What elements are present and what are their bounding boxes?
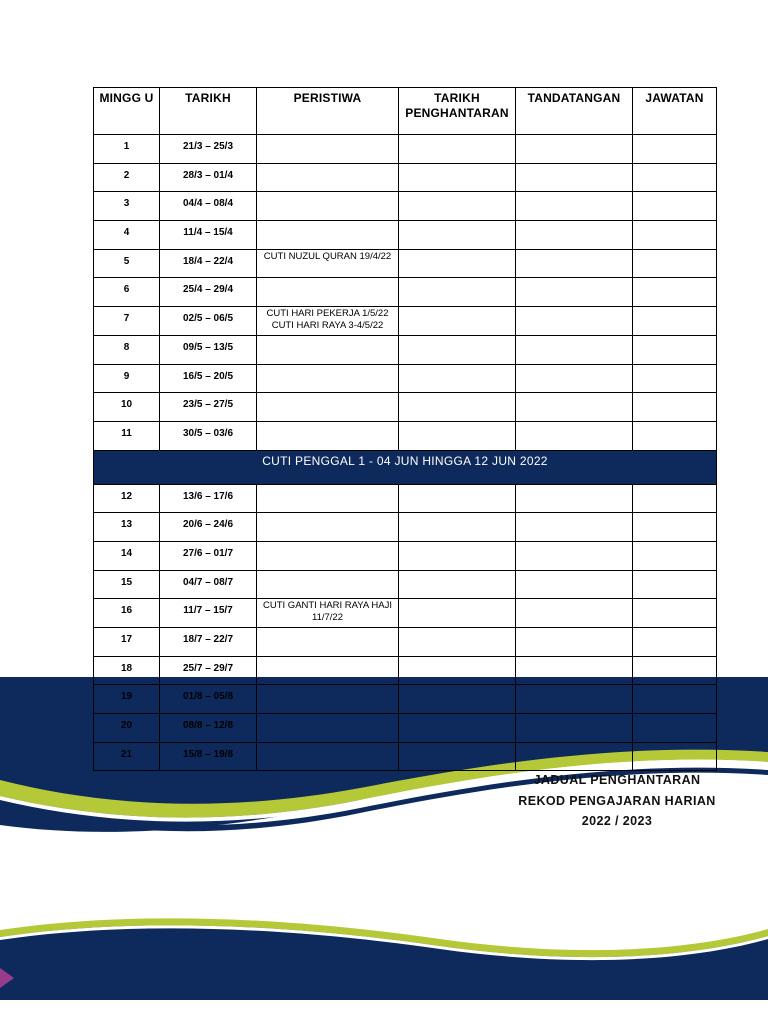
signature-cell[interactable] <box>516 484 633 513</box>
submission-date-cell[interactable] <box>399 714 516 743</box>
table-row <box>94 249 717 278</box>
header-week: MINGG U <box>94 88 160 135</box>
event-cell <box>257 421 399 450</box>
signature-cell[interactable] <box>516 163 633 192</box>
date-cell: 28/3 – 01/4 <box>160 163 257 192</box>
table-row <box>94 163 717 192</box>
event-cell: CUTI HARI PEKERJA 1/5/22 CUTI HARI RAYA 3-4/5/22 <box>257 307 399 336</box>
submission-date-cell[interactable] <box>399 221 516 250</box>
event-cell <box>257 364 399 393</box>
week-cell: 3 <box>94 192 160 221</box>
date-cell: 18/4 – 22/4 <box>160 249 257 278</box>
week-cell: 15 <box>94 570 160 599</box>
date-cell: 21/3 – 25/3 <box>160 135 257 164</box>
position-cell[interactable] <box>633 685 717 714</box>
submission-date-cell[interactable] <box>399 278 516 307</box>
title-line-2: REKOD PENGAJARAN HARIAN <box>518 793 716 808</box>
position-cell[interactable] <box>633 484 717 513</box>
event-cell <box>257 484 399 513</box>
schedule-sheet <box>93 87 716 771</box>
signature-cell[interactable] <box>516 599 633 628</box>
header-date: TARIKH <box>160 88 257 135</box>
table-row <box>94 742 717 771</box>
position-cell[interactable] <box>633 192 717 221</box>
title-line-3: 2022 / 2023 <box>581 814 653 828</box>
signature-cell[interactable] <box>516 570 633 599</box>
position-cell[interactable] <box>633 249 717 278</box>
submission-date-cell[interactable] <box>399 364 516 393</box>
submission-date-cell[interactable] <box>399 628 516 657</box>
date-cell: 04/7 – 08/7 <box>160 570 257 599</box>
position-cell[interactable] <box>633 742 717 771</box>
signature-cell[interactable] <box>516 278 633 307</box>
submission-date-cell[interactable] <box>399 656 516 685</box>
week-cell: 19 <box>94 685 160 714</box>
position-cell[interactable] <box>633 163 717 192</box>
signature-cell[interactable] <box>516 393 633 422</box>
week-cell: 14 <box>94 541 160 570</box>
table-row <box>94 714 717 743</box>
submission-date-cell[interactable] <box>399 335 516 364</box>
week-cell: 10 <box>94 393 160 422</box>
signature-cell[interactable] <box>516 628 633 657</box>
event-cell <box>257 685 399 714</box>
header-row <box>94 88 717 135</box>
date-cell: 18/7 – 22/7 <box>160 628 257 657</box>
table-row <box>94 393 717 422</box>
document-title <box>500 770 734 832</box>
week-cell: 2 <box>94 163 160 192</box>
date-cell: 04/4 – 08/4 <box>160 192 257 221</box>
position-cell[interactable] <box>633 393 717 422</box>
week-cell: 16 <box>94 599 160 628</box>
week-cell: 12 <box>94 484 160 513</box>
week-cell: 4 <box>94 221 160 250</box>
signature-cell[interactable] <box>516 656 633 685</box>
event-cell <box>257 335 399 364</box>
event-cell <box>257 393 399 422</box>
week-cell: 20 <box>94 714 160 743</box>
signature-cell[interactable] <box>516 249 633 278</box>
week-cell: 21 <box>94 742 160 771</box>
week-cell: 8 <box>94 335 160 364</box>
week-cell: 1 <box>94 135 160 164</box>
date-cell: 02/5 – 06/5 <box>160 307 257 336</box>
submission-date-cell[interactable] <box>399 421 516 450</box>
position-cell[interactable] <box>633 335 717 364</box>
submission-date-cell[interactable] <box>399 307 516 336</box>
header-submission-date: TARIKH PENGHANTARAN <box>399 88 516 135</box>
table-row <box>94 570 717 599</box>
position-cell[interactable] <box>633 513 717 542</box>
signature-cell[interactable] <box>516 714 633 743</box>
position-cell[interactable] <box>633 628 717 657</box>
table-row <box>94 541 717 570</box>
event-cell <box>257 570 399 599</box>
table-row <box>94 307 717 336</box>
position-cell[interactable] <box>633 307 717 336</box>
submission-date-cell[interactable] <box>399 570 516 599</box>
submission-date-cell[interactable] <box>399 163 516 192</box>
date-cell: 09/5 – 13/5 <box>160 335 257 364</box>
event-cell <box>257 163 399 192</box>
table-row <box>94 685 717 714</box>
position-cell[interactable] <box>633 656 717 685</box>
table-row <box>94 192 717 221</box>
position-cell[interactable] <box>633 135 717 164</box>
header-position: JAWATAN <box>633 88 717 135</box>
table-row <box>94 656 717 685</box>
table-row <box>94 628 717 657</box>
date-cell: 25/7 – 29/7 <box>160 656 257 685</box>
week-cell: 6 <box>94 278 160 307</box>
submission-date-cell[interactable] <box>399 393 516 422</box>
table-row <box>94 484 717 513</box>
date-cell: 08/8 – 12/8 <box>160 714 257 743</box>
week-cell: 13 <box>94 513 160 542</box>
event-cell <box>257 714 399 743</box>
table-row <box>94 221 717 250</box>
schedule-table <box>93 87 717 771</box>
signature-cell[interactable] <box>516 192 633 221</box>
submission-date-cell[interactable] <box>399 599 516 628</box>
week-cell: 18 <box>94 656 160 685</box>
submission-date-cell[interactable] <box>399 249 516 278</box>
signature-cell[interactable] <box>516 307 633 336</box>
date-cell: 11/4 – 15/4 <box>160 221 257 250</box>
term-break-row <box>94 450 717 484</box>
table-row <box>94 335 717 364</box>
submission-date-cell[interactable] <box>399 513 516 542</box>
position-cell[interactable] <box>633 599 717 628</box>
table-body-break <box>94 450 717 484</box>
table-row <box>94 513 717 542</box>
position-cell[interactable] <box>633 221 717 250</box>
event-cell <box>257 221 399 250</box>
submission-date-cell[interactable] <box>399 685 516 714</box>
week-cell: 5 <box>94 249 160 278</box>
signature-cell[interactable] <box>516 742 633 771</box>
week-cell: 9 <box>94 364 160 393</box>
event-cell <box>257 278 399 307</box>
event-cell <box>257 628 399 657</box>
event-cell: CUTI NUZUL QURAN 19/4/22 <box>257 249 399 278</box>
date-cell: 27/6 – 01/7 <box>160 541 257 570</box>
submission-date-cell[interactable] <box>399 742 516 771</box>
term-break-label: CUTI PENGGAL 1 - 04 JUN HINGGA 12 JUN 2022 <box>94 450 717 484</box>
date-cell: 11/7 – 15/7 <box>160 599 257 628</box>
event-cell: CUTI GANTI HARI RAYA HAJI 11/7/22 <box>257 599 399 628</box>
position-cell[interactable] <box>633 570 717 599</box>
date-cell: 25/4 – 29/4 <box>160 278 257 307</box>
position-cell[interactable] <box>633 278 717 307</box>
position-cell[interactable] <box>633 714 717 743</box>
submission-date-cell[interactable] <box>399 135 516 164</box>
table-row <box>94 278 717 307</box>
event-cell <box>257 192 399 221</box>
signature-cell[interactable] <box>516 685 633 714</box>
signature-cell[interactable] <box>516 513 633 542</box>
table-body-term-2 <box>94 484 717 771</box>
submission-date-cell[interactable] <box>399 541 516 570</box>
date-cell: 30/5 – 03/6 <box>160 421 257 450</box>
week-cell: 7 <box>94 307 160 336</box>
signature-cell[interactable] <box>516 335 633 364</box>
table-row <box>94 599 717 628</box>
date-cell: 20/6 – 24/6 <box>160 513 257 542</box>
submission-date-cell[interactable] <box>399 192 516 221</box>
event-cell <box>257 742 399 771</box>
position-cell[interactable] <box>633 364 717 393</box>
date-cell: 15/8 – 19/8 <box>160 742 257 771</box>
event-cell <box>257 135 399 164</box>
header-event: PERISTIWA <box>257 88 399 135</box>
table-row <box>94 421 717 450</box>
signature-cell[interactable] <box>516 135 633 164</box>
week-cell: 11 <box>94 421 160 450</box>
week-cell: 17 <box>94 628 160 657</box>
header-signature: TANDATANGAN <box>516 88 633 135</box>
signature-cell[interactable] <box>516 364 633 393</box>
date-cell: 01/8 – 05/8 <box>160 685 257 714</box>
date-cell: 16/5 – 20/5 <box>160 364 257 393</box>
event-cell <box>257 656 399 685</box>
signature-cell[interactable] <box>516 421 633 450</box>
table-row <box>94 135 717 164</box>
table-row <box>94 364 717 393</box>
position-cell[interactable] <box>633 421 717 450</box>
table-body-term-1 <box>94 135 717 451</box>
signature-cell[interactable] <box>516 221 633 250</box>
signature-cell[interactable] <box>516 541 633 570</box>
date-cell: 23/5 – 27/5 <box>160 393 257 422</box>
event-cell <box>257 541 399 570</box>
submission-date-cell[interactable] <box>399 484 516 513</box>
title-line-1: JADUAL PENGHANTARAN <box>533 773 701 787</box>
date-cell: 13/6 – 17/6 <box>160 484 257 513</box>
event-cell <box>257 513 399 542</box>
position-cell[interactable] <box>633 541 717 570</box>
